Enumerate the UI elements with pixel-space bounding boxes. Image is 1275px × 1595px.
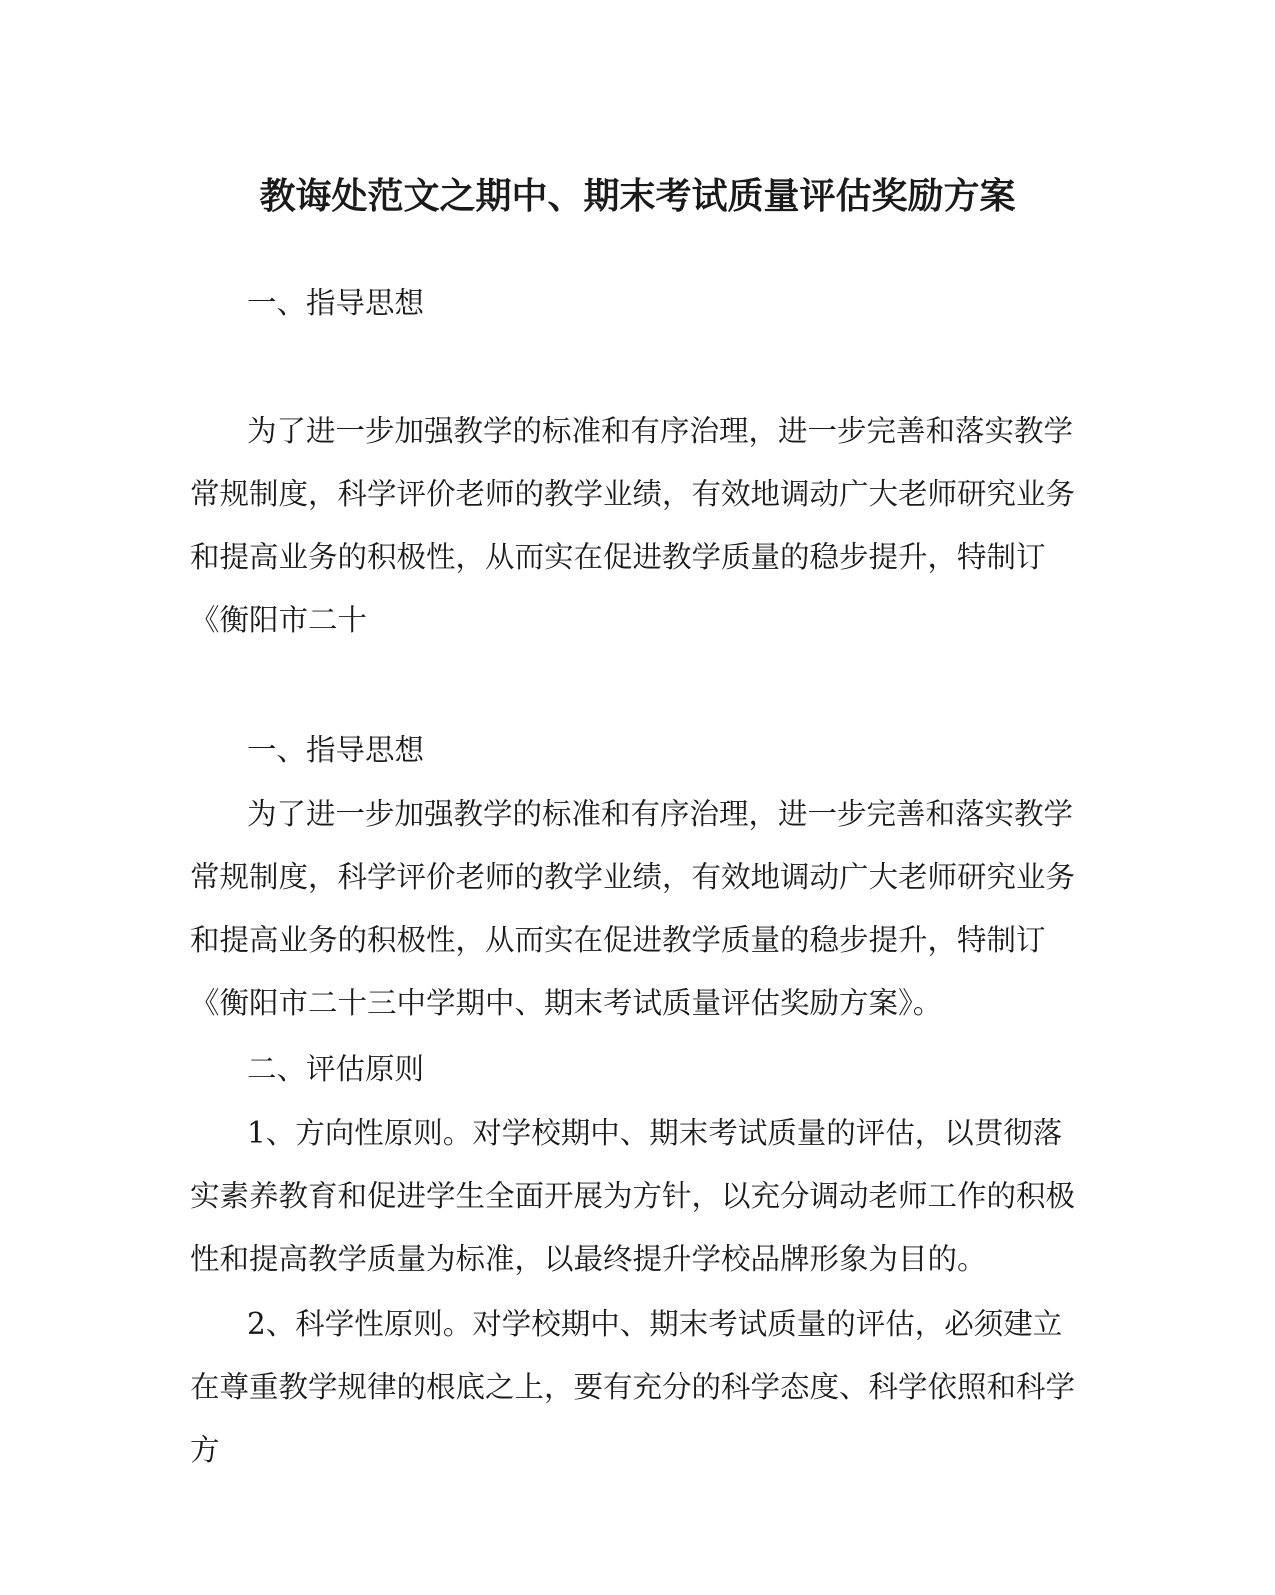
intro-paragraph: 为了进一步加强教学的标准和有序治理，进一步完善和落实教学常规制度，科学评价老师的教学业绩，有效地调动广大老师研究业务和提高业务的积极性，从而实在促进教学质量的稳步提升，特制订《衡阳市二十 (190, 414, 1076, 637)
section2-heading: 二、评估原则 (247, 1052, 425, 1086)
section1-heading: 一、指导思想 (247, 733, 425, 767)
section1-paragraph: 为了进一步加强教学的标准和有序治理，进一步完善和落实教学常规制度，科学评价老师的教学业绩，有效地调动广大老师研究业务和提高业务的积极性，从而实在促进教学质量的稳步提升，特制订《衡阳市二十三中学期中、期末考试质量评估奖励方案》。 (190, 797, 1076, 1020)
principle2-paragraph: 2、科学性原则。对学校期中、期末考试质量的评估，必须建立在尊重教学规律的根底之上，要有充分的科学态度、科学依照和科学方 (190, 1307, 1076, 1467)
principle1-paragraph: 1、方向性原则。对学校期中、期末考试质量的评估，以贯彻落实素养教育和促进学生全面开展为方针，以充分调动老师工作的积极性和提高教学质量为标准，以最终提升学校品牌形象为目的。 (190, 1116, 1076, 1276)
document-title: 教诲处范文之期中、期末考试质量评估奖励方案 (259, 175, 1016, 217)
intro-heading: 一、指导思想 (247, 286, 425, 320)
